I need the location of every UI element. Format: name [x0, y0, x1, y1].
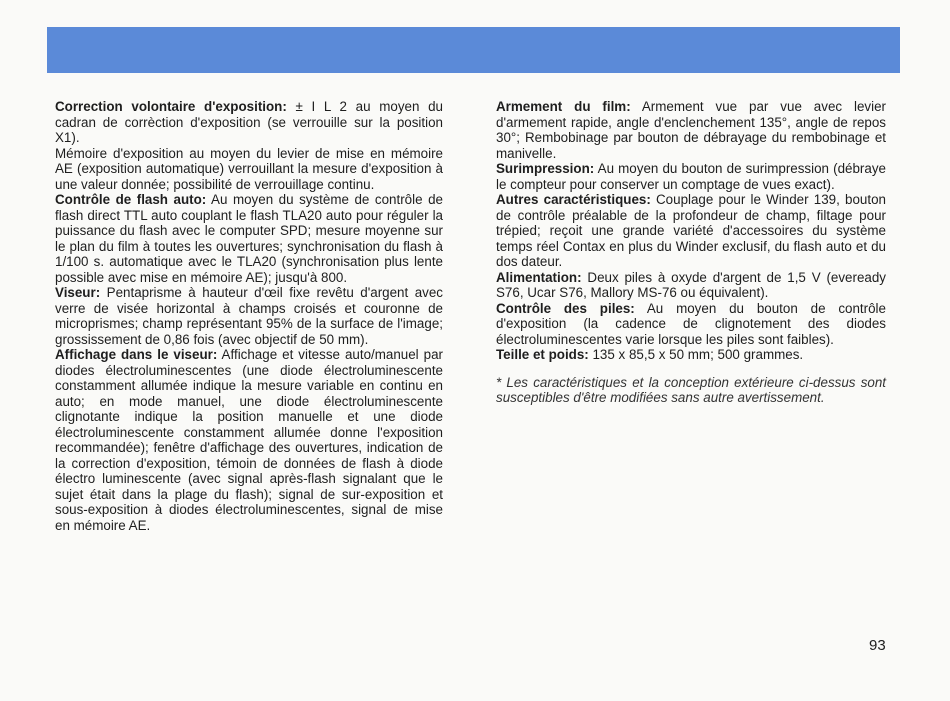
left-column: [55, 99, 443, 533]
spec-term: Affichage dans le viseur:: [55, 347, 218, 362]
spec-paragraph: [55, 192, 443, 285]
spec-text: Pentaprisme à hauteur d'œil fixe revêtu d'argent avec verre de visée horizontal à champs croisés et couronne de microprismes; champ représentant 95% de la surface de l'image; grossissement de 0,86 fois (avec objectif de 50 mm).: [55, 285, 443, 347]
page-number: 93: [869, 637, 886, 654]
spec-term: Teille et poids:: [496, 347, 589, 362]
spec-paragraph: [496, 301, 886, 348]
spec-text: ± I L 2 au moyen du cadran de corrèction d'exposition (se verrouille sur la position X1).: [55, 99, 443, 145]
spec-paragraph: [496, 99, 886, 161]
spec-text: Au moyen du bouton de surimpression (débraye le compteur pour conserver un comptage de vues exact).: [496, 161, 886, 192]
spec-text: Au moyen du bouton de contrôle d'exposition (la cadence de clignotement des diodes électroluminescentes varie lorsque les piles sont faibles).: [496, 300, 886, 347]
spec-term: Contrôle des piles:: [496, 300, 635, 316]
spec-paragraph: [55, 285, 443, 347]
spec-paragraph: [496, 270, 886, 301]
spec-text: Deux piles à oxyde d'argent de 1,5 V (eveready S76, Ucar S76, Mallory MS-76 ou équivalent).: [496, 269, 886, 300]
spec-term: Contrôle de flash auto:: [55, 192, 207, 207]
spec-term: Armement du film:: [496, 99, 631, 114]
spec-text: Couplage pour le Winder 139, bouton de contrôle préalable de la profondeur de champ, filtage pour trépied; reçoit une grande variété d'accessoires du système temps réel Contax en plus du Winder exclusif, du flash auto et du dos dateur.: [496, 192, 886, 269]
spec-text: Mémoire d'exposition au moyen du levier de mise en mémoire AE (exposition automatique) verrouillant la mesure d'exposition à une valeur donnée; possibilité de verrouillage continu.: [55, 145, 443, 192]
spec-paragraph: [496, 347, 886, 363]
spec-paragraph: [55, 146, 443, 193]
spec-term: Surimpression:: [496, 161, 595, 176]
header-band: [47, 27, 900, 73]
spec-term: Correction volontaire d'exposition:: [55, 99, 287, 114]
spec-paragraph: [55, 347, 443, 533]
spec-text: Affichage et vitesse auto/manuel par diodes électroluminescentes (une diode électroluminescente constamment allumée indique la mesure variable en continu en auto; en mode manuel, une diode électroluminescente clignotante indique la position manuelle et une diode électroluminescente constamment allumée donne l'exposition recommandée); fenêtre d'affichage des ouvertures, indication de la correction d'exposition, témoin de données de flash à diode électro luminescente (avec signal après-flash signalant que le sujet était dans la plage du flash); signal de sur-exposition et sous-exposition à diodes électroluminescentes, signal de mise en mémoire AE.: [55, 347, 443, 533]
spec-term: Autres caractéristiques:: [496, 192, 651, 207]
footnote: * Les caractéristiques et la conception extérieure ci-dessus sont susceptibles d'être modifiées sans autre avertissement.: [496, 374, 886, 405]
spec-text: Armement vue par vue avec levier d'armement rapide, angle d'enclenchement 135°, angle de repos 30°; Rembobinage par bouton de débrayage du rembobinage et manivelle.: [496, 99, 886, 161]
spec-paragraph: [496, 192, 886, 270]
right-column: [496, 99, 886, 406]
spec-paragraph: [55, 99, 443, 146]
spec-text: 135 x 85,5 x 50 mm; 500 grammes.: [588, 347, 804, 362]
spec-term: Viseur:: [55, 285, 101, 300]
spec-text: Au moyen du système de contrôle de flash direct TTL auto couplant le flash TLA20 auto pour réguler la puissance du flash avec le computer SPD; mesure moyenne sur le plan du film à toutes les ouvertures; synchronisation du flash à 1/100 s. automatique avec le TLA20 (synchronisation plus lente possible avec mise en mémoire AE); jusqu'à 800.: [55, 192, 443, 285]
spec-paragraph: [496, 161, 886, 192]
spec-term: Alimentation:: [496, 269, 582, 285]
